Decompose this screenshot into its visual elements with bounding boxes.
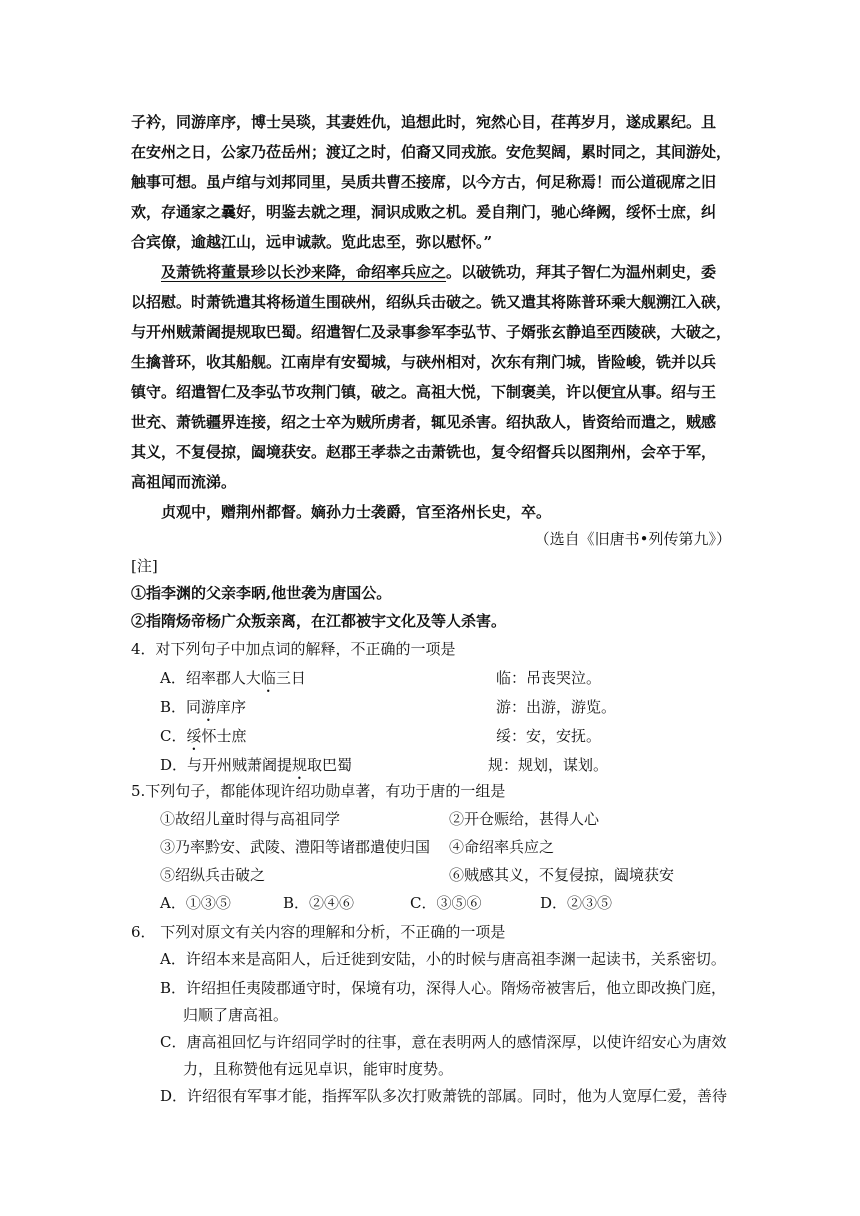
q5-choice-d: D．②③⑤ — [540, 894, 613, 912]
q5-item: ③乃率黔安、武陵、澧阳等诸郡遣使归国 — [160, 838, 431, 856]
q6-option-b: B．许绍担任夷陵郡通守时，保境有功，深得人心。隋炀帝被害后，他立即改换门庭， — [160, 979, 727, 997]
passage-line: 子衿，同游庠序，博士吴琰，其妻姓仇，追想此时，宛然心目，荏苒岁月，遂成累纪。且 — [131, 113, 717, 131]
dotted-word: 规 — [292, 756, 308, 774]
notes-label: [注] — [131, 557, 158, 575]
passage-line: 高祖闻而流涕。 — [131, 473, 237, 491]
q5-choice-b: B．②④⑥ — [283, 894, 355, 912]
question-4-stem: 4．对下列句子中加点词的解释，不正确的一项是 — [131, 640, 456, 658]
passage-line: 与开州贼萧阇提规取巴蜀。绍遣智仁及录事参军李弘节、子婿张玄静追至西陵硖，大破之， — [131, 323, 732, 341]
underlined-sentence: 及萧铣将董景珍以长沙来降，命绍率兵应之 — [161, 263, 447, 281]
passage-line: 世充、萧铣疆界连接，绍之士卒为贼所虏者，辄见杀害。绍执敌人，皆资给而遣之，贼感 — [131, 413, 717, 431]
q6-option-d: D．许绍很有军事才能，指挥军队多次打败萧铣的部属。同时，他为人宽厚仁爱，善待 — [160, 1087, 728, 1105]
passage-line: 欢，存通家之曩好，明鉴去就之理，洞识成败之机。爰自荆门，驰心绛阙，绥怀士庶，纠 — [131, 203, 717, 221]
dotted-word: 绥 — [186, 727, 202, 745]
q4-option-b: B．同游庠序 — [160, 698, 247, 716]
q4-gloss-a: 临：吊丧哭泣。 — [496, 669, 602, 687]
passage-line — [161, 257, 731, 287]
q5-item: ⑤绍纵兵击破之 — [160, 866, 266, 884]
q5-choice-a: A．①③⑤ — [160, 894, 231, 912]
q6-option-b-cont: 归顺了唐高祖。 — [183, 1006, 289, 1024]
dotted-word: 游 — [201, 698, 217, 716]
q4-gloss-c: 绥：安，安抚。 — [496, 727, 602, 745]
q6-option-a: A．许绍本来是高阳人，后迁徙到安陆，小的时候与唐高祖李渊一起读书，关系密切。 — [160, 950, 726, 968]
passage-line: 合宾僚，逾越江山，远申诚款。览此忠至，弥以慰怀。” — [131, 233, 493, 251]
passage-line: 贞观中，赠荆州都督。嫡孙力士袭爵，官至洛州长史，卒。 — [161, 503, 552, 521]
q5-item: ⑥贼感其义，不复侵掠，阖境获安 — [449, 866, 675, 884]
q4-option-c: C．绥怀士庶 — [160, 727, 247, 745]
note-item: ①指李渊的父亲李昞,他世袭为唐国公。 — [131, 584, 392, 602]
q5-item: ②开仓赈给，甚得人心 — [449, 810, 600, 828]
q6-option-c-cont: 力，且称赞他有远见卓识，能审时度势。 — [183, 1060, 454, 1078]
note-item: ②指隋炀帝杨广众叛亲离，在江都被宇文化及等人杀害。 — [131, 612, 507, 630]
q4-option-d: D．与开州贼萧阇提规取巴蜀 — [160, 756, 353, 774]
q4-gloss-d: 规：规划，谋划。 — [488, 756, 609, 774]
q4-option-a: A．绍率郡人大临三日 — [160, 669, 306, 687]
passage-line: 镇守。绍遣智仁及李弘节攻荆门镇，破之。高祖大悦，下制褒美，许以便宜从事。绍与王 — [131, 383, 717, 401]
passage-line: 触事可想。虽卢绾与刘邦同里，吴质共曹丕接席，以今方古，何足称焉！而公道砚席之旧 — [131, 173, 717, 191]
passage-line: 其义，不复侵掠，阖境获安。赵郡王孝恭之击萧铣也，复令绍督兵以图荆州，会卒于军， — [131, 443, 717, 461]
passage-line: 生擒普环，收其船舰。江南岸有安蜀城，与硖州相对，次东有荆门城，皆险峻，铣并以兵 — [131, 353, 717, 371]
q5-item: ④命绍率兵应之 — [449, 838, 555, 856]
q4-gloss-b: 游：出游，游览。 — [496, 698, 617, 716]
source-citation: （选自《旧唐书•列传第九》） — [534, 530, 731, 548]
passage-line: 以招慰。时萧铣遣其将杨道生围硖州，绍纵兵击破之。铣又遣其将陈普环乘大舰溯江入硖， — [131, 293, 732, 311]
passage-line: 在安州之日，公家乃莅岳州；渡辽之时，伯裔又同戎旅。安危契阔，累时同之，其间游处， — [131, 143, 732, 161]
dotted-word: 临 — [260, 669, 276, 687]
q5-item: ①故绍儿童时得与高祖同学 — [160, 810, 341, 828]
question-5-stem: 5.下列句子，都能体现许绍功勋卓著，有功于唐的一组是 — [131, 782, 506, 800]
passage-text: 。以破铣功，拜其子智仁为温州刺史，委 — [446, 263, 717, 281]
q6-option-c: C．唐高祖回忆与许绍同学时的往事，意在表明两人的感情深厚，以使许绍安心为唐效 — [160, 1033, 727, 1051]
q5-choice-c: C．③⑤⑥ — [410, 894, 482, 912]
question-6-stem: 6． 下列对原文有关内容的理解和分析，不正确的一项是 — [131, 923, 506, 941]
